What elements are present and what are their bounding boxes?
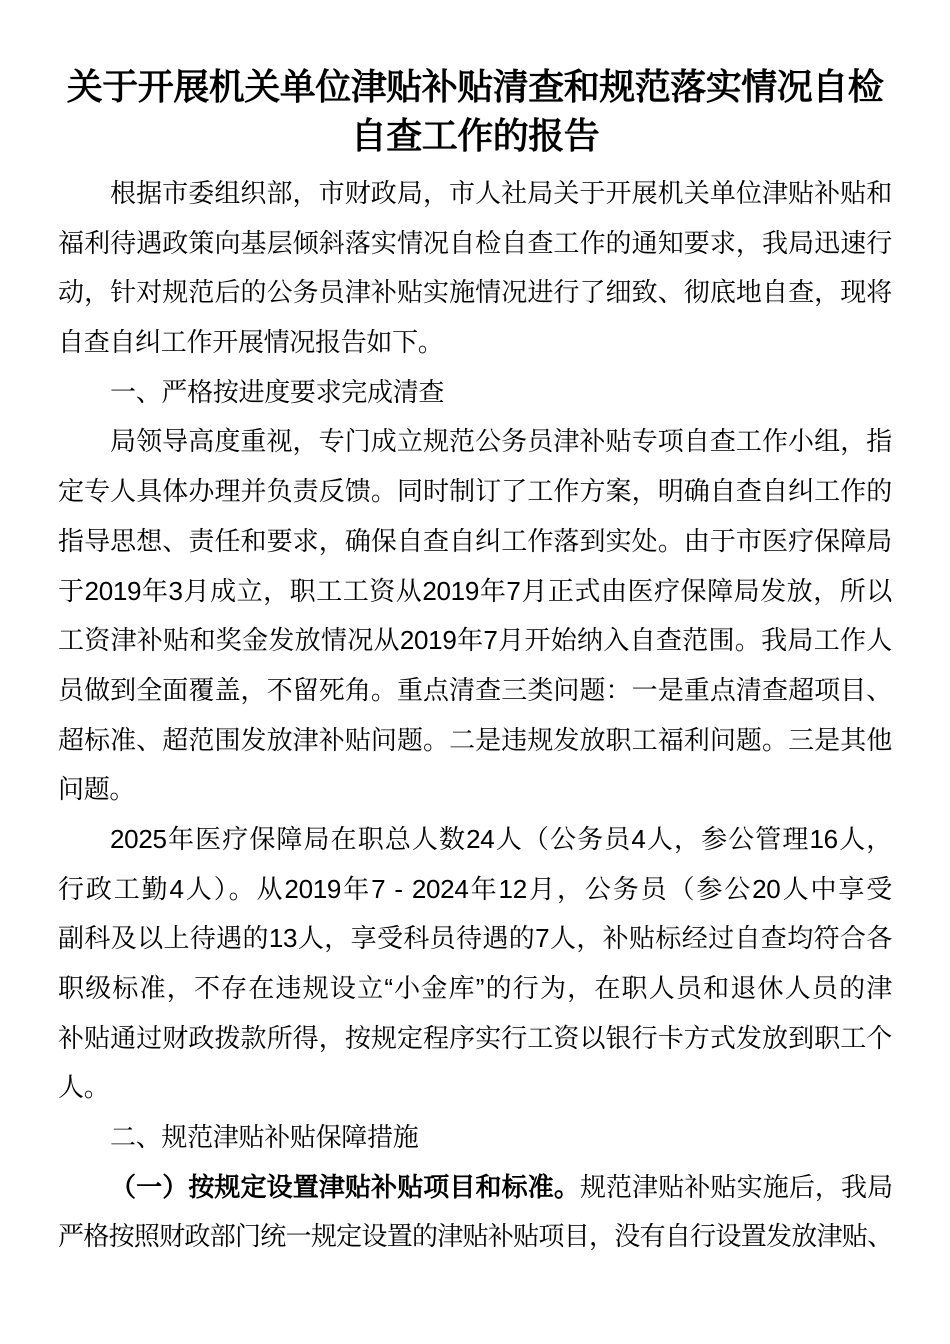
paragraph-line: 补贴通过财政拨款所得，按规定程序实行工资以银行卡方式发放到职工个 bbox=[58, 1022, 892, 1053]
report-body bbox=[58, 169, 892, 1262]
paragraph-line: 副科及以上待遇的13人，享受科员待遇的7人，补贴标经过自查均符合各 bbox=[58, 923, 892, 954]
paragraph-line: 自查自纠工作开展情况报告如下。 bbox=[58, 327, 444, 358]
report-title bbox=[58, 62, 892, 160]
title-line-1: 关于开展机关单位津贴补贴清查和规范落实情况自检 bbox=[66, 66, 884, 107]
paragraph-line: 工资津补贴和奖金发放情况从2019年7月开始纳入自查范围。我局工作人 bbox=[58, 625, 892, 656]
title-line-2: 自查工作的报告 bbox=[350, 115, 600, 156]
paragraph-line: 动，针对规范后的公务员津补贴实施情况进行了细致、彻底地自查，现将 bbox=[58, 277, 892, 308]
paragraph-line: 职级标准，不存在违规设立“小金库”的行为，在职人员和退休人员的津 bbox=[58, 973, 892, 1003]
paragraph-line: 福利待遇政策向基层倾斜落实情况自检自查工作的通知要求，我局迅速行 bbox=[58, 227, 892, 258]
paragraph-intro bbox=[58, 169, 892, 368]
paragraph-section1-body bbox=[58, 417, 892, 815]
subsection-lead-rest: 规范津贴补贴实施后，我局 bbox=[579, 1171, 892, 1202]
paragraph-line: 员做到全面覆盖，不留死角。重点清查三类问题：一是重点清查超项目、 bbox=[58, 674, 892, 705]
section-heading-2: 二、规范津贴补贴保障措施 bbox=[110, 1122, 419, 1153]
paragraph-line: 超标准、超范围发放津补贴问题。二是违规发放职工福利问题。三是其他 bbox=[58, 724, 892, 755]
paragraph-line: 人。 bbox=[58, 1072, 110, 1103]
paragraph-line: 局领导高度重视，专门成立规范公务员津补贴专项自查工作小组，指 bbox=[110, 426, 892, 457]
paragraph-line: 严格按照财政部门统一规定设置的津贴补贴项目，没有自行设置发放津贴、 bbox=[58, 1221, 892, 1252]
subsection-bold-lead: （一）按规定设置津贴补贴项目和标准。 bbox=[110, 1171, 580, 1202]
section-heading-1: 一、严格按进度要求完成清查 bbox=[110, 376, 445, 407]
paragraph-subsection-1 bbox=[58, 1163, 892, 1262]
paragraph-line bbox=[58, 1163, 892, 1213]
paragraph-staff-stats bbox=[58, 815, 892, 1113]
paragraph-line: 2025年医疗保障局在职总人数24人（公务员4人，参公管理16人， bbox=[110, 823, 892, 854]
paragraph-line: 行政工勤4人）。从2019年7 - 2024年12月，公务员（参公20人中享受 bbox=[58, 873, 892, 904]
paragraph-line: 定专人具体办理并负责反馈。同时制订了工作方案，明确自查自纠工作的 bbox=[58, 476, 892, 507]
paragraph-line: 根据市委组织部，市财政局，市人社局关于开展机关单位津贴补贴和 bbox=[110, 178, 892, 208]
paragraph-line: 于2019年3月成立，职工工资从2019年7月正式由医疗保障局发放，所以 bbox=[58, 575, 892, 606]
paragraph-line: 指导思想、责任和要求，确保自查自纠工作落到实处。由于市医疗保障局 bbox=[58, 525, 892, 556]
paragraph-line: 问题。 bbox=[58, 774, 136, 805]
